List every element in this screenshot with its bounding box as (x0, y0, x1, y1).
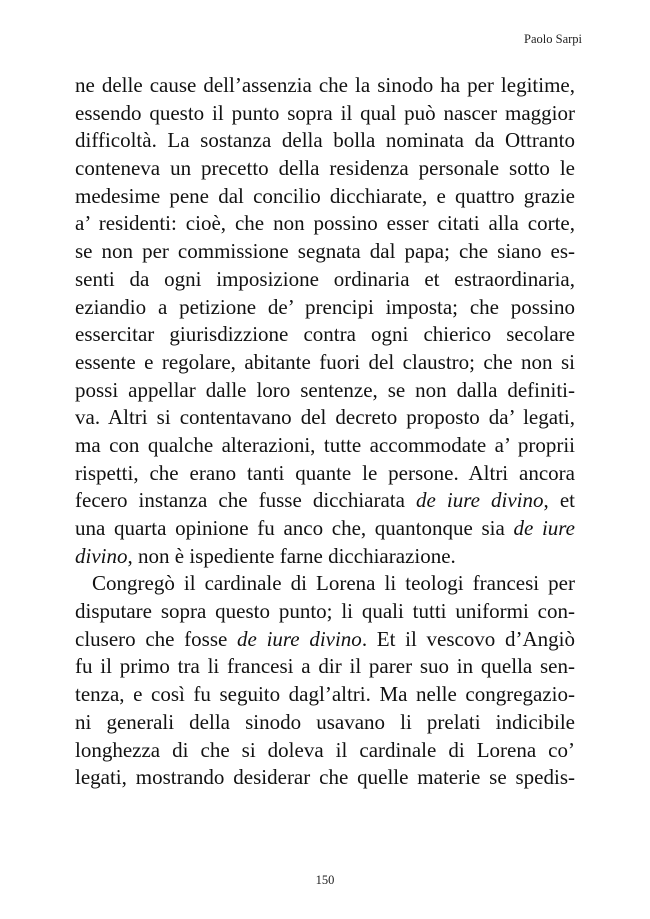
text-line (75, 210, 575, 238)
italic-phrase: divino (75, 543, 128, 568)
text-segment: ne delle cause dell’assenzia che la sinodo ha per legitime, (75, 73, 575, 97)
text-line (75, 155, 575, 183)
text-segment: ni generali della sinodo usavano li prelati indicibile (75, 709, 575, 734)
text-line (75, 404, 575, 432)
text-segment: essendo questo il punto sopra il qual può nascer maggior (75, 100, 575, 125)
text-segment: una quarta opinione fu anco che, quantonque sia (75, 516, 514, 540)
text-line (75, 570, 575, 598)
text-line (75, 764, 575, 792)
text-line (75, 127, 575, 155)
text-line (75, 72, 575, 100)
text-line (75, 238, 575, 266)
text-line (75, 598, 575, 626)
text-line (75, 626, 575, 654)
text-segment: Congregò il cardinale di Lorena li teologi francesi per (92, 571, 575, 596)
text-line (75, 737, 575, 765)
text-line (75, 100, 575, 128)
text-segment: difficoltà. La sostanza della bolla nominata da Ottranto (75, 128, 575, 153)
text-segment: medesime pene dal concilio dicchiarate, e quattro grazie (75, 183, 575, 208)
text-line (75, 487, 575, 515)
text-segment: conteneva un precetto della residenza personale sotto le (75, 156, 575, 181)
text-line (75, 653, 575, 681)
body-text (75, 72, 575, 792)
italic-phrase: de iure (513, 516, 575, 540)
italic-phrase: de iure divino (237, 626, 362, 651)
text-segment: rispetti, che erano tanti quante le persone. Altri ancora (75, 460, 575, 485)
text-segment: fu il primo tra li francesi a dir il parer suo in quella sen- (75, 654, 575, 679)
text-line (75, 681, 575, 709)
text-line (75, 460, 575, 488)
text-segment: senti da ogni imposizione ordinaria et estraordinaria, (75, 266, 575, 291)
text-line (75, 321, 575, 349)
text-segment: essercitar giurisdizzione contra ogni chierico secolare (75, 322, 575, 347)
text-line (75, 266, 575, 294)
text-segment: longhezza di che si doleva il cardinale di Lorena co’ (75, 737, 575, 762)
italic-phrase: de iure divino (416, 488, 544, 513)
text-segment: ma con qualche alterazioni, tutte accommodate a’ proprii (75, 432, 575, 457)
text-line (75, 377, 575, 405)
text-segment: legati, mostrando desiderar che quelle materie se spedis- (75, 765, 575, 790)
text-line (75, 709, 575, 737)
page-number: 150 (315, 873, 335, 887)
text-segment: possi appellar dalle loro sentenze, se non dalla definiti- (75, 377, 575, 402)
text-line (75, 543, 575, 571)
text-segment: essente e regolare, abitante fuori del claustro; che non si (75, 349, 575, 374)
text-segment: eziandio a petizione de’ prencipi imposta; che possino (75, 294, 575, 319)
text-line (75, 183, 575, 211)
text-line (75, 515, 575, 543)
text-line (75, 349, 575, 377)
text-segment: , et (543, 488, 576, 513)
text-segment: , non è ispediente farne dicchiarazione. (127, 543, 456, 568)
text-line (75, 294, 575, 322)
text-segment: fecero instanza che fusse dicchiarata (75, 488, 417, 513)
text-segment: a’ residenti: cioè, che non possino esser citati alla corte, (75, 211, 575, 236)
text-segment: tenza, e così fu seguito dagl’altri. Ma nelle congregazio- (75, 682, 575, 707)
text-segment: . Et il vescovo d’Angiò (361, 626, 575, 651)
text-segment: disputare sopra questo punto; li quali tutti uniformi con- (75, 599, 575, 624)
text-line (75, 432, 575, 460)
text-segment: se non per commissione segnata dal papa; che siano es- (75, 239, 575, 264)
running-header: Paolo Sarpi (524, 32, 582, 46)
text-segment: clusero che fosse (75, 626, 238, 651)
text-segment: va. Altri si contentavano del decreto proposto da’ legati, (75, 405, 575, 430)
